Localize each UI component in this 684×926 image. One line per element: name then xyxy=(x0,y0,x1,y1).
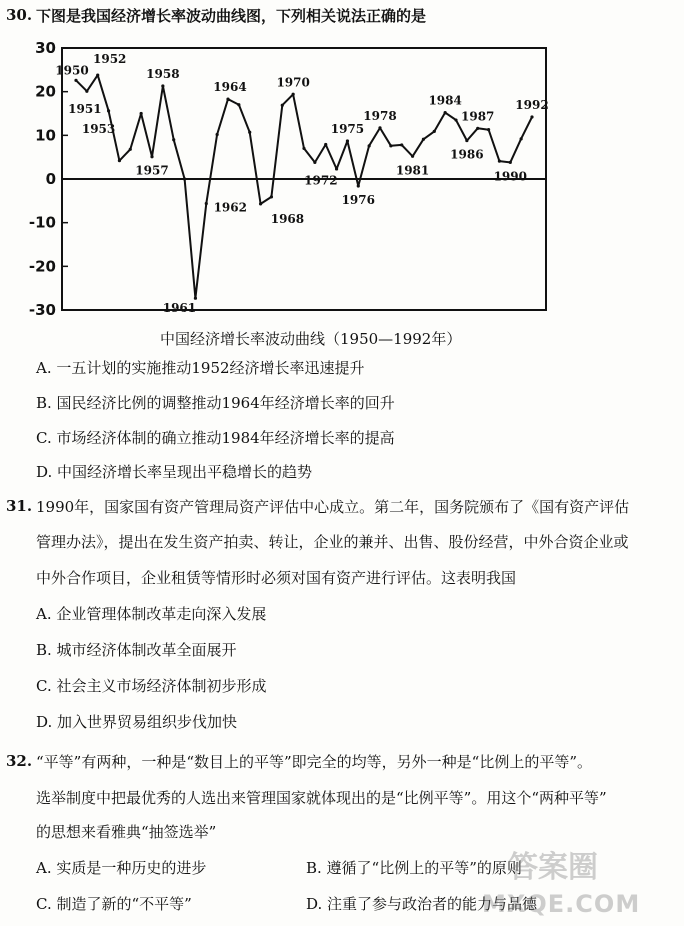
y-tick-label: 10 xyxy=(35,126,56,145)
point-label-1975: 1975 xyxy=(330,122,365,137)
data-point-1966 xyxy=(248,131,251,134)
q31-stem-line-2: 管理办法》，提出在发生资产拍卖、转让，企业的兼并、出售、股份经营，中外合资企业或 xyxy=(36,533,629,551)
point-label-1950: 1950 xyxy=(55,63,89,78)
data-point-1983 xyxy=(433,130,436,133)
data-point-1990 xyxy=(509,161,512,164)
watermark-logo xyxy=(468,834,678,924)
point-label-1968: 1968 xyxy=(270,211,305,226)
point-label-1962: 1962 xyxy=(213,200,247,215)
data-point-1976 xyxy=(357,184,360,187)
question-30-stem: 下图是我国经济增长率波动曲线图，下列相关说法正确的是 xyxy=(36,7,427,25)
data-point-1968 xyxy=(270,195,273,198)
growth-rate-line-chart xyxy=(28,36,558,326)
data-point-1980 xyxy=(400,143,403,146)
data-point-1984 xyxy=(444,111,447,114)
data-point-1964 xyxy=(226,97,229,100)
data-point-1967 xyxy=(259,202,262,205)
y-tick-label: 0 xyxy=(45,170,56,188)
point-label-1984: 1984 xyxy=(428,93,462,108)
point-label-1990: 1990 xyxy=(493,169,527,184)
q31-stem-line-1: 1990年，国家国有资产管理局资产评估中心成立。第二年，国务院颁布了《国有资产评估 xyxy=(36,498,630,516)
point-label-1978: 1978 xyxy=(363,108,397,123)
data-point-1991 xyxy=(520,137,523,140)
q31-stem-line-3: 中外合作项目，企业租赁等情形时必须对国有资产进行评估。这表明我国 xyxy=(36,569,517,587)
data-point-1961 xyxy=(194,297,197,300)
q32-stem-line-3: 的思想来看雅典“抽签选举” xyxy=(36,823,217,841)
data-point-1974 xyxy=(335,167,338,170)
data-point-1982 xyxy=(422,138,425,141)
question-30-number: 30. xyxy=(6,6,33,24)
data-point-1950 xyxy=(74,79,77,82)
point-label-1972: 1972 xyxy=(304,173,338,188)
data-point-1992 xyxy=(530,115,533,118)
point-label-1976: 1976 xyxy=(341,192,375,207)
q30-option-d: D. 中国经济增长率呈现出平稳增长的趋势 xyxy=(36,463,313,481)
question-31-number: 31. xyxy=(6,497,33,515)
q31-option-a: A. 企业管理体制改革走向深入发展 xyxy=(36,605,267,623)
data-point-1962 xyxy=(205,202,208,205)
q31-option-d: D. 加入世界贸易组织步伐加快 xyxy=(36,713,238,731)
data-point-1970 xyxy=(292,93,295,96)
data-point-1959 xyxy=(172,138,175,141)
q30-option-c: C. 市场经济体制的确立推动1984年经济增长率的提高 xyxy=(36,429,395,447)
q32-stem-line-1: “平等”有两种，一种是“数目上的平等”即完全的均等，另外一种是“比例上的平等”。 xyxy=(36,753,593,771)
q32-stem-line-2: 选举制度中把最优秀的人选出来管理国家就体现出的是“比例平等”。用这个“两种平等” xyxy=(36,789,607,807)
point-label-1957: 1957 xyxy=(135,163,169,178)
point-label-1961: 1961 xyxy=(162,301,197,316)
chart-caption: 中国经济增长率波动曲线（1950—1992年） xyxy=(160,330,462,348)
data-point-1985 xyxy=(454,118,457,121)
q30-option-a: A. 一五计划的实施推动1952经济增长率迅速提升 xyxy=(36,359,365,377)
data-point-1957 xyxy=(150,155,153,158)
q32-option-a: A. 实质是一种历史的进步 xyxy=(36,859,207,877)
data-point-1951 xyxy=(85,90,88,93)
point-label-1986: 1986 xyxy=(450,147,484,162)
data-point-1954 xyxy=(118,159,121,162)
point-label-1951: 1951 xyxy=(68,102,102,117)
data-point-1987 xyxy=(476,127,479,130)
point-label-1987: 1987 xyxy=(461,109,495,124)
data-point-1975 xyxy=(346,139,349,142)
y-tick-label: 20 xyxy=(35,82,56,101)
point-label-1953: 1953 xyxy=(81,121,116,136)
point-label-1981: 1981 xyxy=(395,163,430,178)
q32-option-d: D. 注重了参与政治者的能力与品德 xyxy=(306,895,538,913)
data-point-1978 xyxy=(378,126,381,129)
watermark-url: MXQE.COM xyxy=(482,890,641,918)
q31-option-c: C. 社会主义市场经济体制初步形成 xyxy=(36,677,267,695)
data-point-1977 xyxy=(368,144,371,147)
point-label-1958: 1958 xyxy=(146,66,180,81)
data-point-1989 xyxy=(498,159,501,162)
data-point-1963 xyxy=(216,133,219,136)
data-point-1952 xyxy=(96,73,99,76)
point-label-1992: 1992 xyxy=(515,97,549,112)
point-label-1952: 1952 xyxy=(93,52,127,67)
y-tick-label: -20 xyxy=(28,257,56,276)
data-point-1969 xyxy=(281,104,284,107)
point-label-1970: 1970 xyxy=(276,75,310,90)
q32-option-c: C. 制造了新的“不平等” xyxy=(36,895,192,913)
data-point-1973 xyxy=(324,143,327,146)
data-point-1988 xyxy=(487,128,490,131)
y-tick-label: -10 xyxy=(28,213,56,232)
y-tick-label: 30 xyxy=(35,39,56,57)
data-point-1956 xyxy=(140,112,143,115)
data-point-1955 xyxy=(129,148,132,151)
data-point-1986 xyxy=(465,139,468,142)
watermark-title: 答案圈 xyxy=(508,850,598,885)
data-point-1971 xyxy=(302,147,305,150)
data-point-1979 xyxy=(389,144,392,147)
y-tick-label: -30 xyxy=(28,301,56,319)
data-point-1960 xyxy=(183,177,186,180)
data-point-1965 xyxy=(237,103,240,106)
question-32-number: 32. xyxy=(6,752,33,770)
data-point-1958 xyxy=(161,84,164,87)
q30-option-b: B. 国民经济比例的调整推动1964年经济增长率的回升 xyxy=(36,394,395,412)
data-point-1953 xyxy=(107,109,110,112)
data-point-1981 xyxy=(411,155,414,158)
q32-option-b: B. 遵循了“比例上的平等”的原则 xyxy=(306,859,522,877)
point-label-1964: 1964 xyxy=(213,80,247,95)
data-point-1972 xyxy=(313,161,316,164)
q31-option-b: B. 城市经济体制改革全面展开 xyxy=(36,641,237,659)
